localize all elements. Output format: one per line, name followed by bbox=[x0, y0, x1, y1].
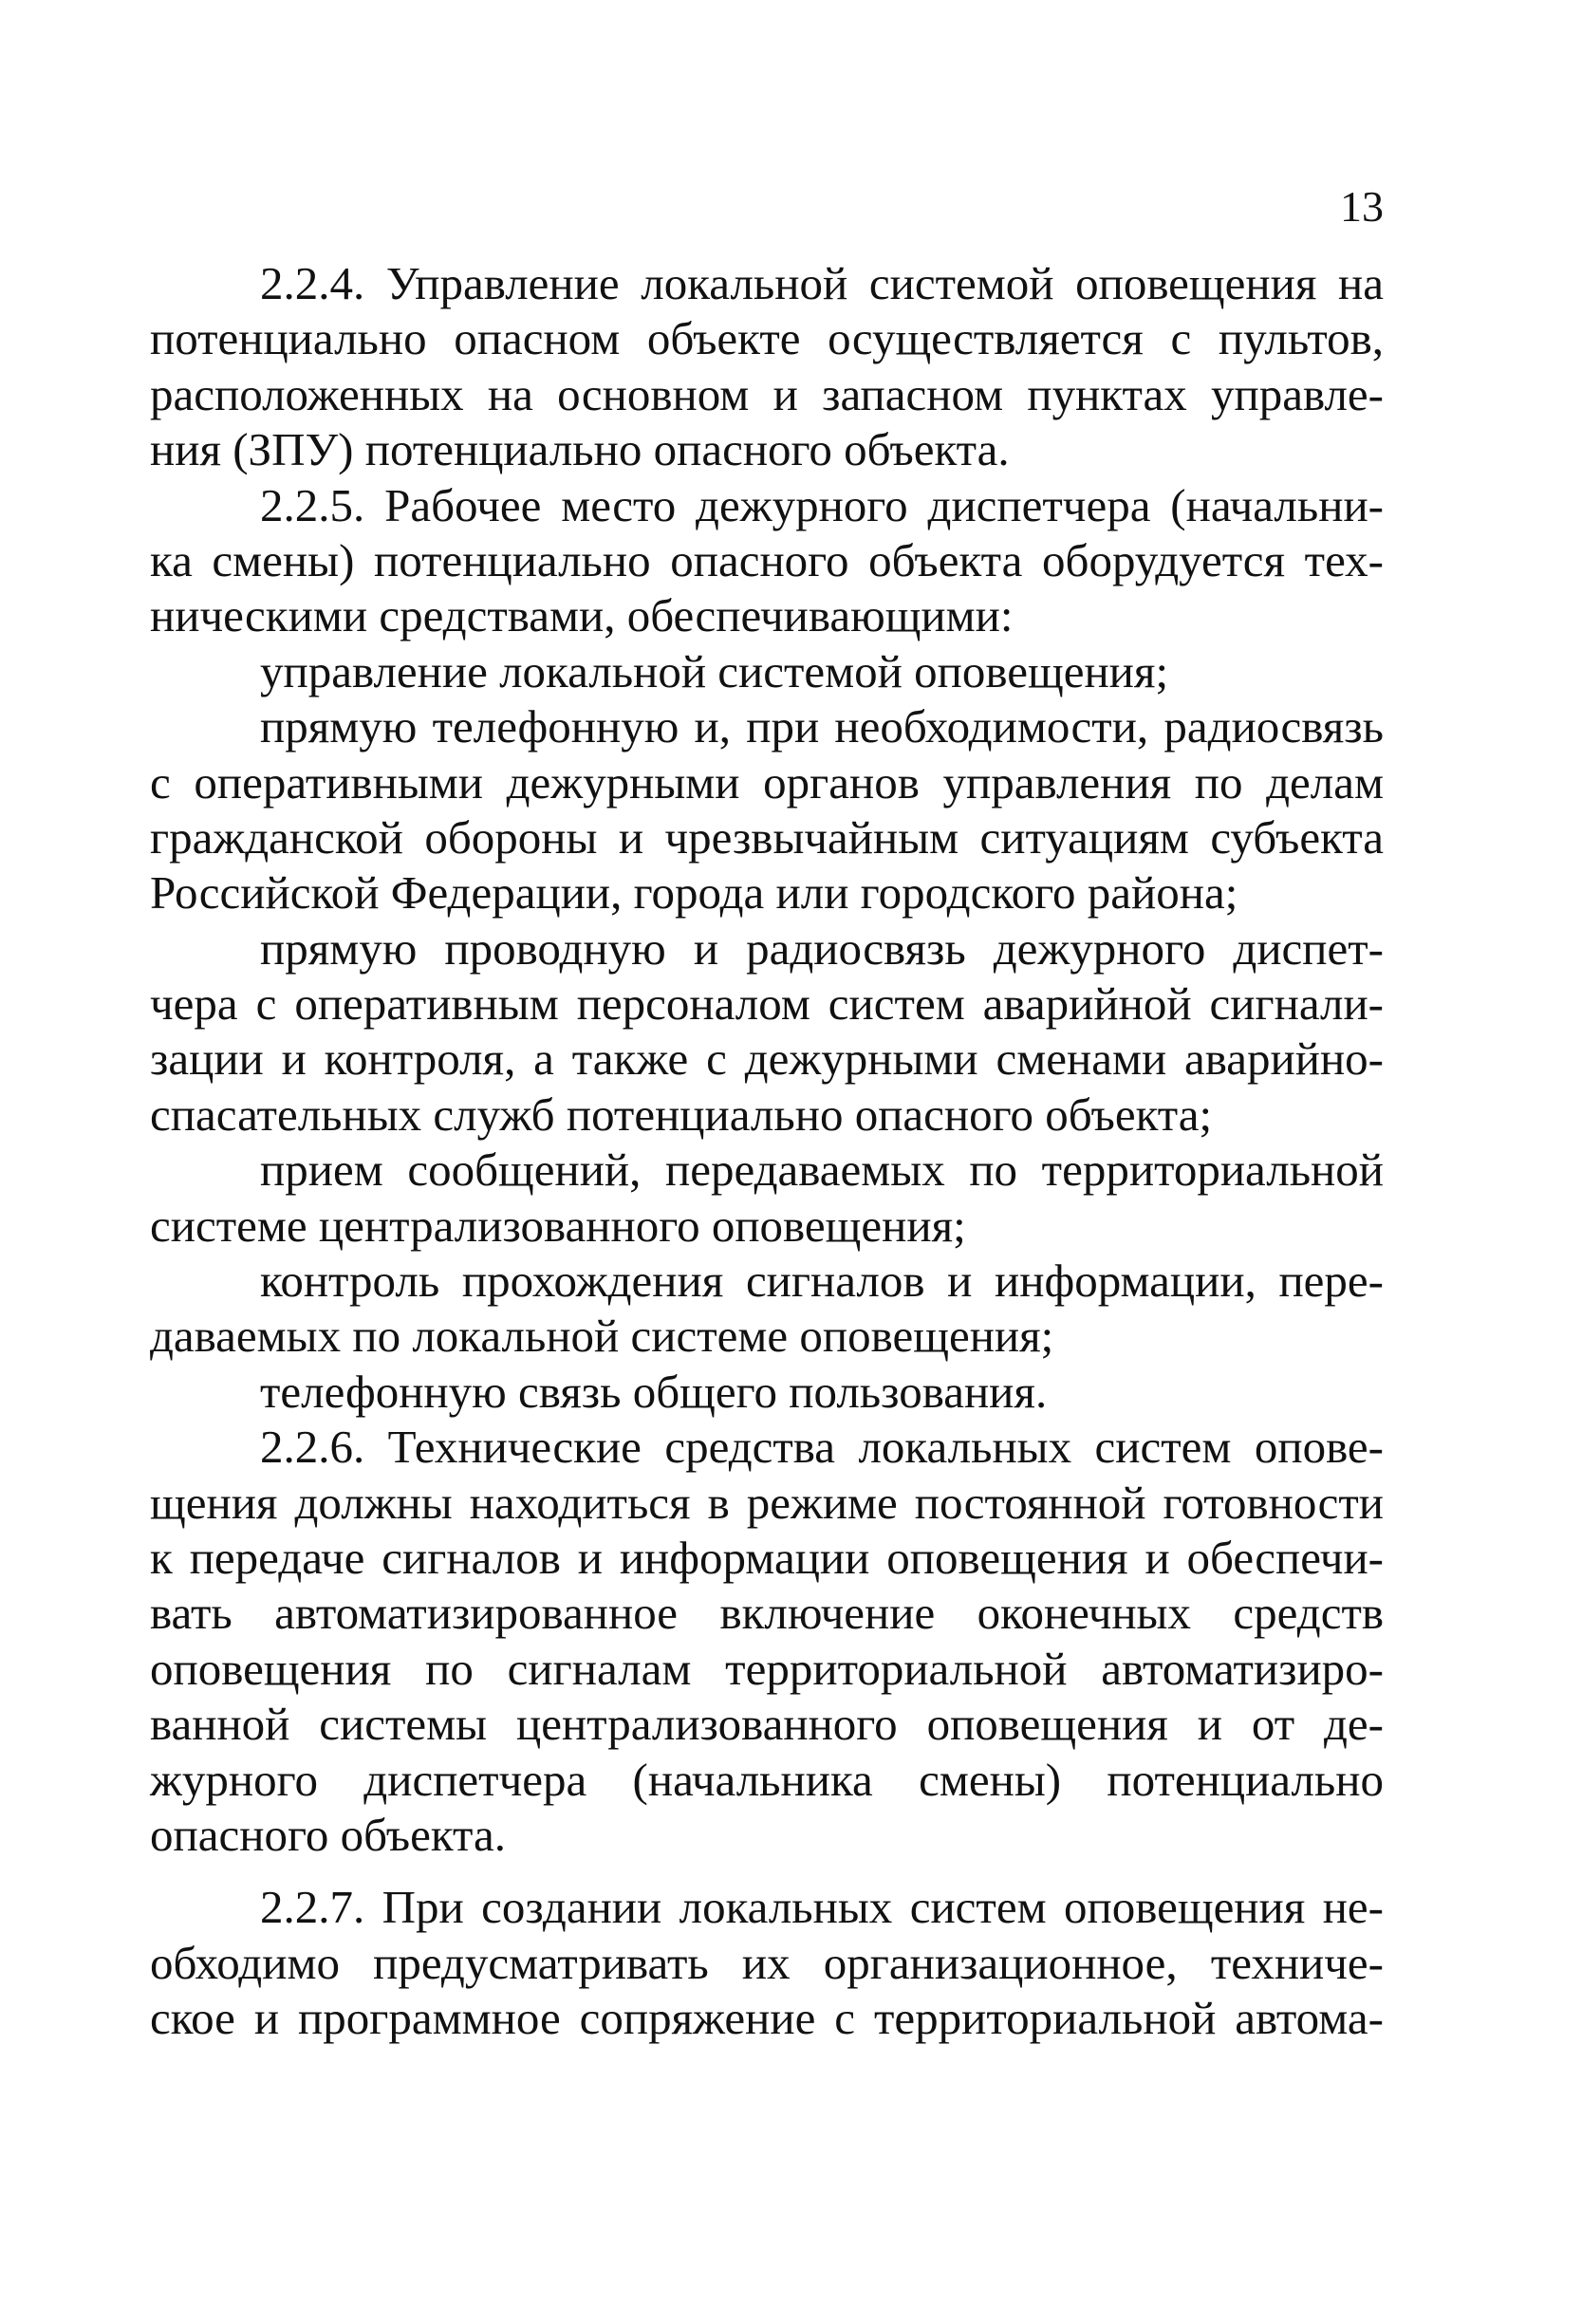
list-item-line: Российской Федерации, города или городского района; bbox=[150, 866, 1238, 920]
paragraph-line: 2.2.7. При создании локальных систем оповещения не- bbox=[260, 1881, 1384, 1934]
paragraph-line: обходимо предусматривать их организационное, техниче- bbox=[150, 1936, 1384, 1989]
list-item-line: контроль прохождения сигналов и информации, пере- bbox=[260, 1255, 1384, 1308]
paragraph-line: щения должны находиться в режиме постоянной готовности bbox=[150, 1476, 1384, 1529]
list-item-line: чера с оперативным персоналом систем аварийной сигнали- bbox=[150, 977, 1384, 1031]
paragraph-line: к передаче сигналов и информации оповещения и обеспечи- bbox=[150, 1531, 1384, 1584]
list-item-line: спасательных служб потенциально опасного объекта; bbox=[150, 1088, 1213, 1141]
document-body bbox=[150, 256, 1384, 2047]
paragraph-line: 2.2.5. Рабочее место дежурного диспетчера (начальни- bbox=[260, 478, 1384, 531]
list-item-line: прием сообщений, передаваемых по территориальной bbox=[260, 1143, 1384, 1197]
list-item-line: телефонную связь общего пользования. bbox=[260, 1365, 1048, 1418]
paragraph-line: ка смены) потенциально опасного объекта оборудуется тех- bbox=[150, 533, 1384, 586]
list-item-line: системе централизованного оповещения; bbox=[150, 1199, 966, 1252]
paragraph-line: опасного объекта. bbox=[150, 1808, 507, 1861]
paragraph-line: потенциально опасном объекте осуществляется с пультов, bbox=[150, 312, 1384, 365]
list-item-line: прямую проводную и радиосвязь дежурного диспет- bbox=[260, 921, 1384, 975]
page-number: 13 bbox=[1340, 182, 1384, 231]
list-item-line: даваемых по локальной системе оповещения; bbox=[150, 1310, 1054, 1363]
paragraph-line: вать автоматизированное включение оконечных средств bbox=[150, 1587, 1384, 1640]
paragraph-line: расположенных на основном и запасном пунктах управле- bbox=[150, 367, 1384, 420]
list-item-line: с оперативными дежурными органов управления по делам bbox=[150, 755, 1384, 809]
paragraph-gap bbox=[150, 1863, 1384, 1880]
list-item-line: управление локальной системой оповещения; bbox=[260, 644, 1169, 697]
paragraph-line: ванной системы централизованного оповещения и от де- bbox=[150, 1698, 1384, 1751]
list-item-line: гражданской обороны и чрезвычайным ситуациям субъекта bbox=[150, 810, 1384, 864]
paragraph-line: 2.2.4. Управление локальной системой оповещения на bbox=[260, 257, 1384, 309]
paragraph-line: журного диспетчера (начальника смены) потенциально bbox=[150, 1753, 1384, 1806]
list-item-line: зации и контроля, а также с дежурными сменами аварийно- bbox=[150, 1032, 1384, 1086]
paragraph-line: 2.2.6. Технические средства локальных систем опове- bbox=[260, 1421, 1384, 1474]
paragraph-line: ния (ЗПУ) потенциально опасного объекта. bbox=[150, 423, 1010, 476]
paragraph-line: ское и программное сопряжение с территориальной автома- bbox=[150, 1992, 1384, 2045]
list-item-line: прямую телефонную и, при необходимости, радиосвязь bbox=[260, 700, 1384, 753]
paragraph-line: ническими средствами, обеспечивающими: bbox=[150, 589, 1014, 642]
paragraph-line: оповещения по сигналам территориальной автоматизиро- bbox=[150, 1642, 1384, 1695]
